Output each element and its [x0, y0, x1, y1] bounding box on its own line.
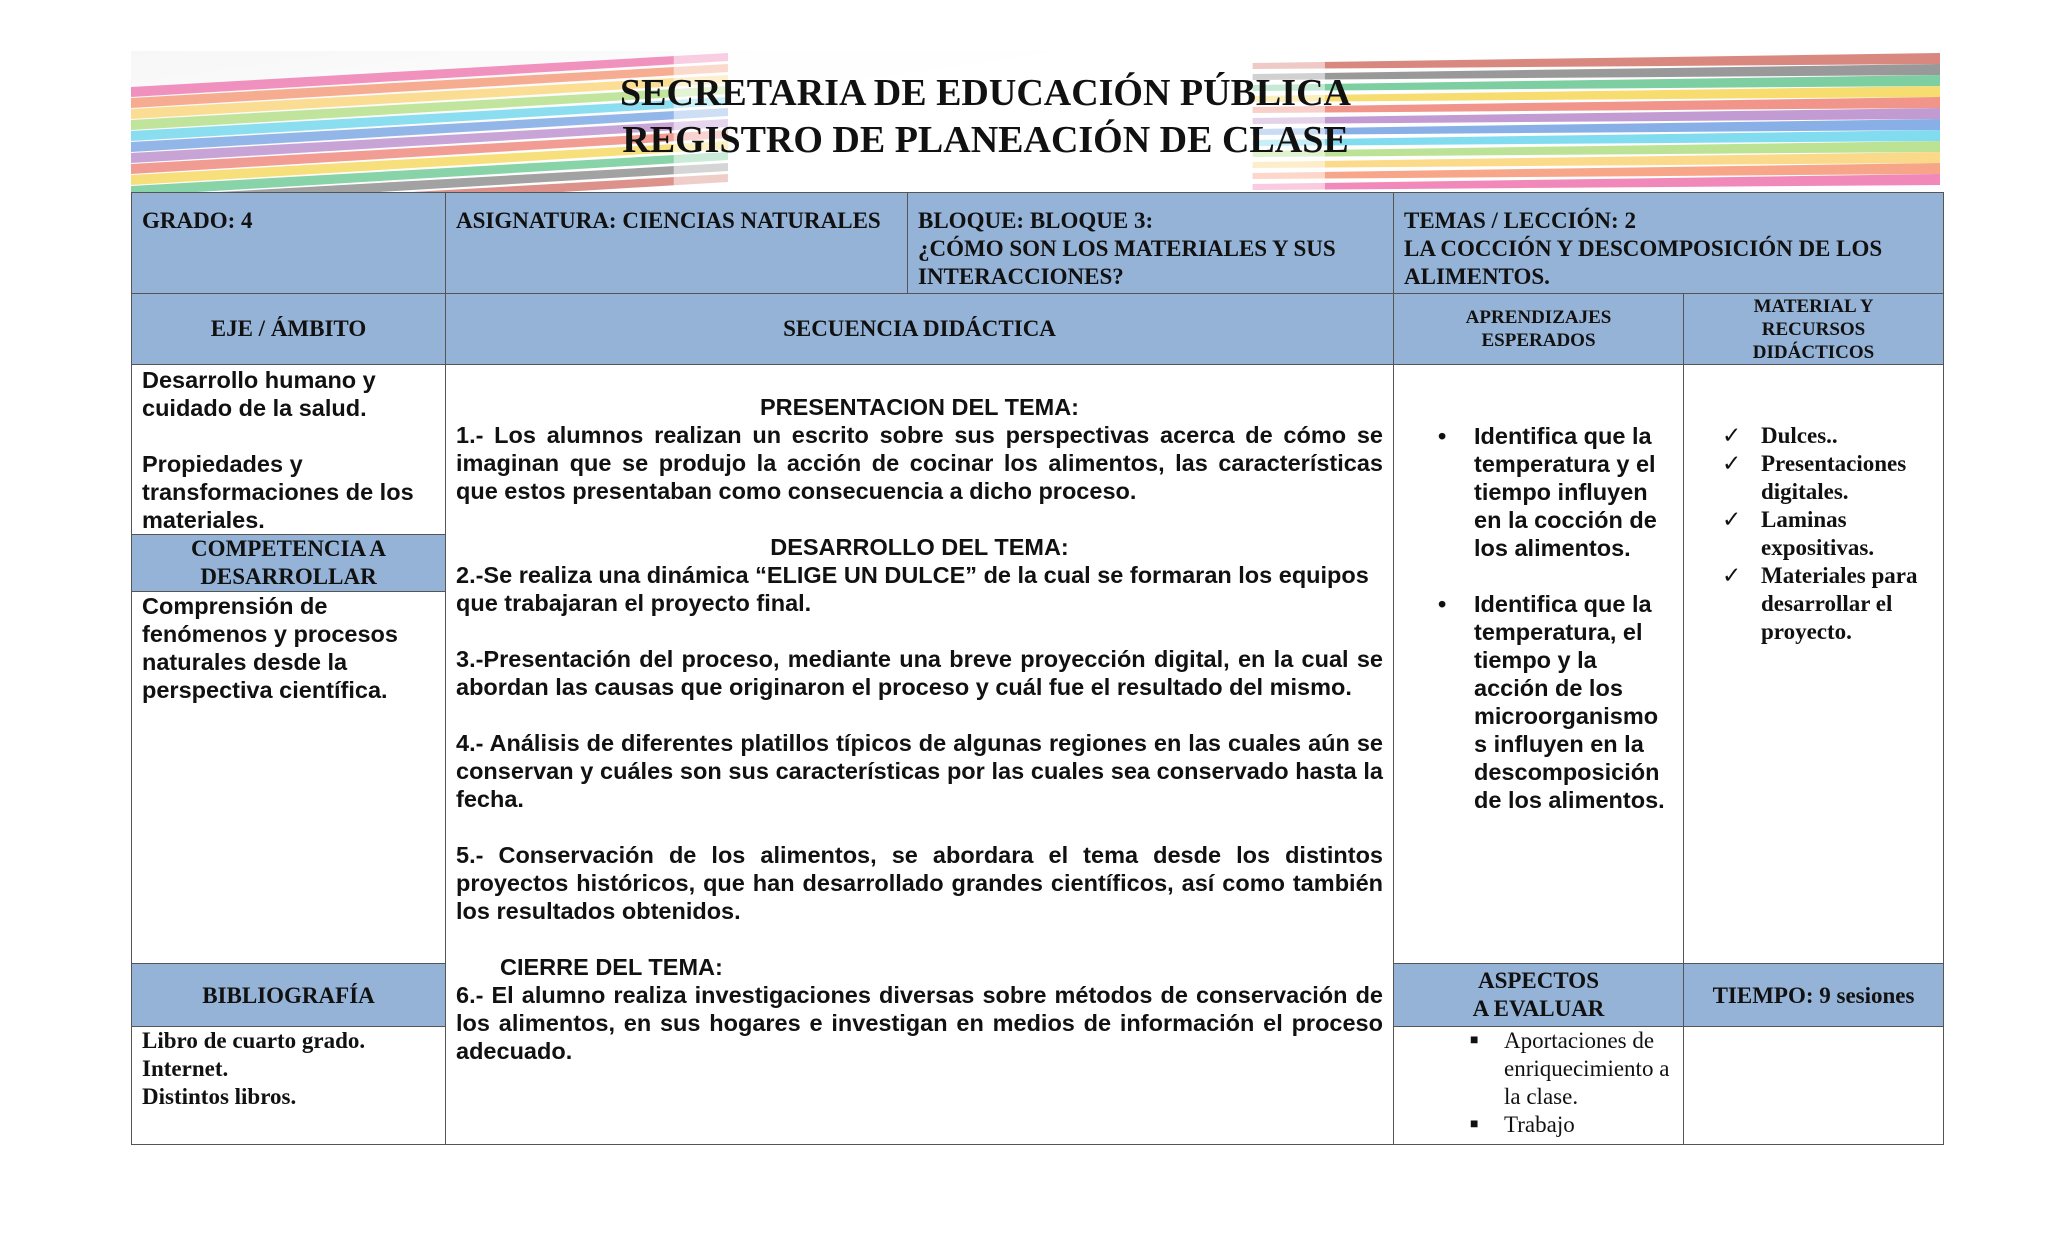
bloque-text	[908, 193, 1393, 291]
paragraph-6: 6.- El alumno realiza investigaciones diversas sobre métodos de conservación de los alimentos, en sus hogares e investigan en medios de información el proceso adecuado.	[456, 982, 1383, 1064]
checkmark-icon: ✓	[1722, 507, 1742, 532]
material-item: ✓ Materiales para desarrollar el proyecto.	[1722, 563, 1918, 644]
bibliografia-header: BIBLIOGRAFÍA	[132, 964, 445, 1027]
temas-label: TEMAS / LECCIÓN: 2	[1404, 208, 1636, 233]
header-title-line2: REGISTRO DE PLANEACIÓN DE CLASE	[622, 119, 1349, 161]
competencia-header: COMPETENCIA A DESARROLLAR	[132, 534, 445, 592]
paragraph-4: 4.- Análisis de diferentes platillos típicos de algunas regiones en las cuales aún se conservan y cuáles son sus características por las cuales sea conservado hasta la fecha.	[456, 730, 1383, 812]
eje-header-cell	[132, 294, 446, 365]
tiempo-cell	[1684, 964, 1944, 1145]
bullet-icon: •	[1438, 591, 1447, 617]
eje-item-1: Desarrollo humano y cuidado de la salud.	[142, 367, 376, 421]
eje-item-2: Propiedades y transformaciones de los materiales.	[142, 451, 414, 533]
checkmark-icon: ✓	[1722, 423, 1742, 448]
square-bullet-icon: ■	[1470, 1033, 1479, 1048]
competencia-value: Comprensión de fenómenos y procesos naturales desde la perspectiva científica.	[142, 593, 398, 703]
secuencia-content-cell	[446, 365, 1394, 1145]
bloque-value: ¿CÓMO SON LOS MATERIALES Y SUS INTERACCIONES?	[918, 236, 1336, 289]
asignatura-cell	[446, 193, 908, 294]
temas-text	[1394, 193, 1943, 291]
aspectos-cell	[1394, 964, 1684, 1145]
checkmark-icon: ✓	[1722, 563, 1742, 588]
bloque-cell	[908, 193, 1394, 294]
eje-content-cell	[132, 365, 446, 964]
material-header-cell	[1684, 294, 1944, 365]
square-bullet-icon: ■	[1470, 1117, 1479, 1132]
secuencia-header-cell	[446, 294, 1394, 365]
eje-content	[132, 365, 445, 534]
secuencia-content	[446, 365, 1393, 1065]
bloque-label: BLOQUE: BLOQUE 3:	[918, 208, 1154, 233]
grado-cell	[132, 193, 446, 294]
aspectos-list	[1394, 1027, 1683, 1139]
temas-value: LA COCCIÓN Y DESCOMPOSICIÓN DE LOS ALIMENTOS.	[1404, 236, 1883, 289]
bibliografia-line-3: Distintos libros.	[142, 1084, 297, 1109]
presentacion-title: PRESENTACION DEL TEMA:	[759, 394, 1079, 420]
lesson-plan-table	[131, 192, 1944, 1145]
aprendizaje-item: • Identifica que la temperatura, el tiempo y la acción de los microorganismo s influyen en la descomposición de los alimentos.	[1438, 591, 1665, 813]
aprendizajes-header-cell	[1394, 294, 1684, 365]
paragraph-3: 3.-Presentación del proceso, mediante una breve proyección digital, en la cual se abordan las causas que originaron el proceso y cuál fue el resultado del mismo.	[456, 646, 1383, 700]
aspectos-label-1: ASPECTOS	[1477, 968, 1599, 993]
material-item: ✓ Presentaciones digitales.	[1722, 451, 1907, 504]
aprendizajes-list	[1394, 365, 1683, 814]
material-item: ✓ Dulces..	[1722, 423, 1838, 448]
cierre-title: CIERRE DEL TEMA:	[500, 954, 723, 980]
bibliografia-line-1: Libro de cuarto grado.	[142, 1028, 366, 1053]
secuencia-header: SECUENCIA DIDÁCTICA	[783, 316, 1056, 341]
aprendizaje-item: • Identifica que la temperatura y el tiempo influyen en la cocción de los alimentos.	[1438, 423, 1657, 561]
material-item: ✓ Laminas expositivas.	[1722, 507, 1875, 560]
temas-cell	[1394, 193, 1944, 294]
material-header: MATERIAL Y RECURSOS DIDÁCTICOS	[1752, 295, 1875, 363]
aspectos-header	[1394, 964, 1683, 1027]
bibliografia-cell	[132, 964, 446, 1145]
desarrollo-title: DESARROLLO DEL TEMA:	[770, 534, 1069, 560]
paragraph-1: 1.- Los alumnos realizan un escrito sobre sus perspectivas acerca de cómo se imaginan que se produjo la acción de cocinar los alimentos, las características que estos presentaban como consecuencia a dicho proceso.	[456, 422, 1383, 504]
eje-header: EJE / ÁMBITO	[210, 316, 367, 341]
material-list	[1684, 365, 1943, 646]
header-banner	[131, 51, 1940, 193]
aprendizajes-content-cell	[1394, 365, 1684, 964]
aspecto-item: ■ Aportaciones de enriquecimiento a la clase.	[1470, 1028, 1670, 1109]
asignatura-label: ASIGNATURA: CIENCIAS NATURALES	[456, 208, 881, 233]
header-title-line1: SECRETARIA DE EDUCACIÓN PÚBLICA	[620, 72, 1351, 114]
material-content-cell	[1684, 365, 1944, 964]
aspectos-label-2: A EVALUAR	[1472, 996, 1605, 1021]
checkmark-icon: ✓	[1722, 451, 1742, 476]
aspecto-item: ■ Trabajo	[1470, 1112, 1575, 1137]
bibliografia-line-2: Internet.	[142, 1056, 229, 1081]
bullet-icon: •	[1438, 423, 1447, 449]
paragraph-5: 5.- Conservación de los alimentos, se abordara el tema desde los distintos proyectos históricos, que han desarrollado grandes científicos, así como también los resultados obtenidos.	[456, 842, 1383, 924]
paragraph-2: 2.-Se realiza una dinámica “ELIGE UN DULCE” de la cual se formaran los equipos que trabajaran el proyecto final.	[456, 562, 1369, 616]
tiempo-header: TIEMPO: 9 sesiones	[1684, 964, 1943, 1027]
grado-label: GRADO: 4	[142, 208, 253, 233]
aprendizajes-header: APRENDIZAJES ESPERADOS	[1465, 307, 1612, 351]
bibliografia-content	[132, 1027, 445, 1111]
